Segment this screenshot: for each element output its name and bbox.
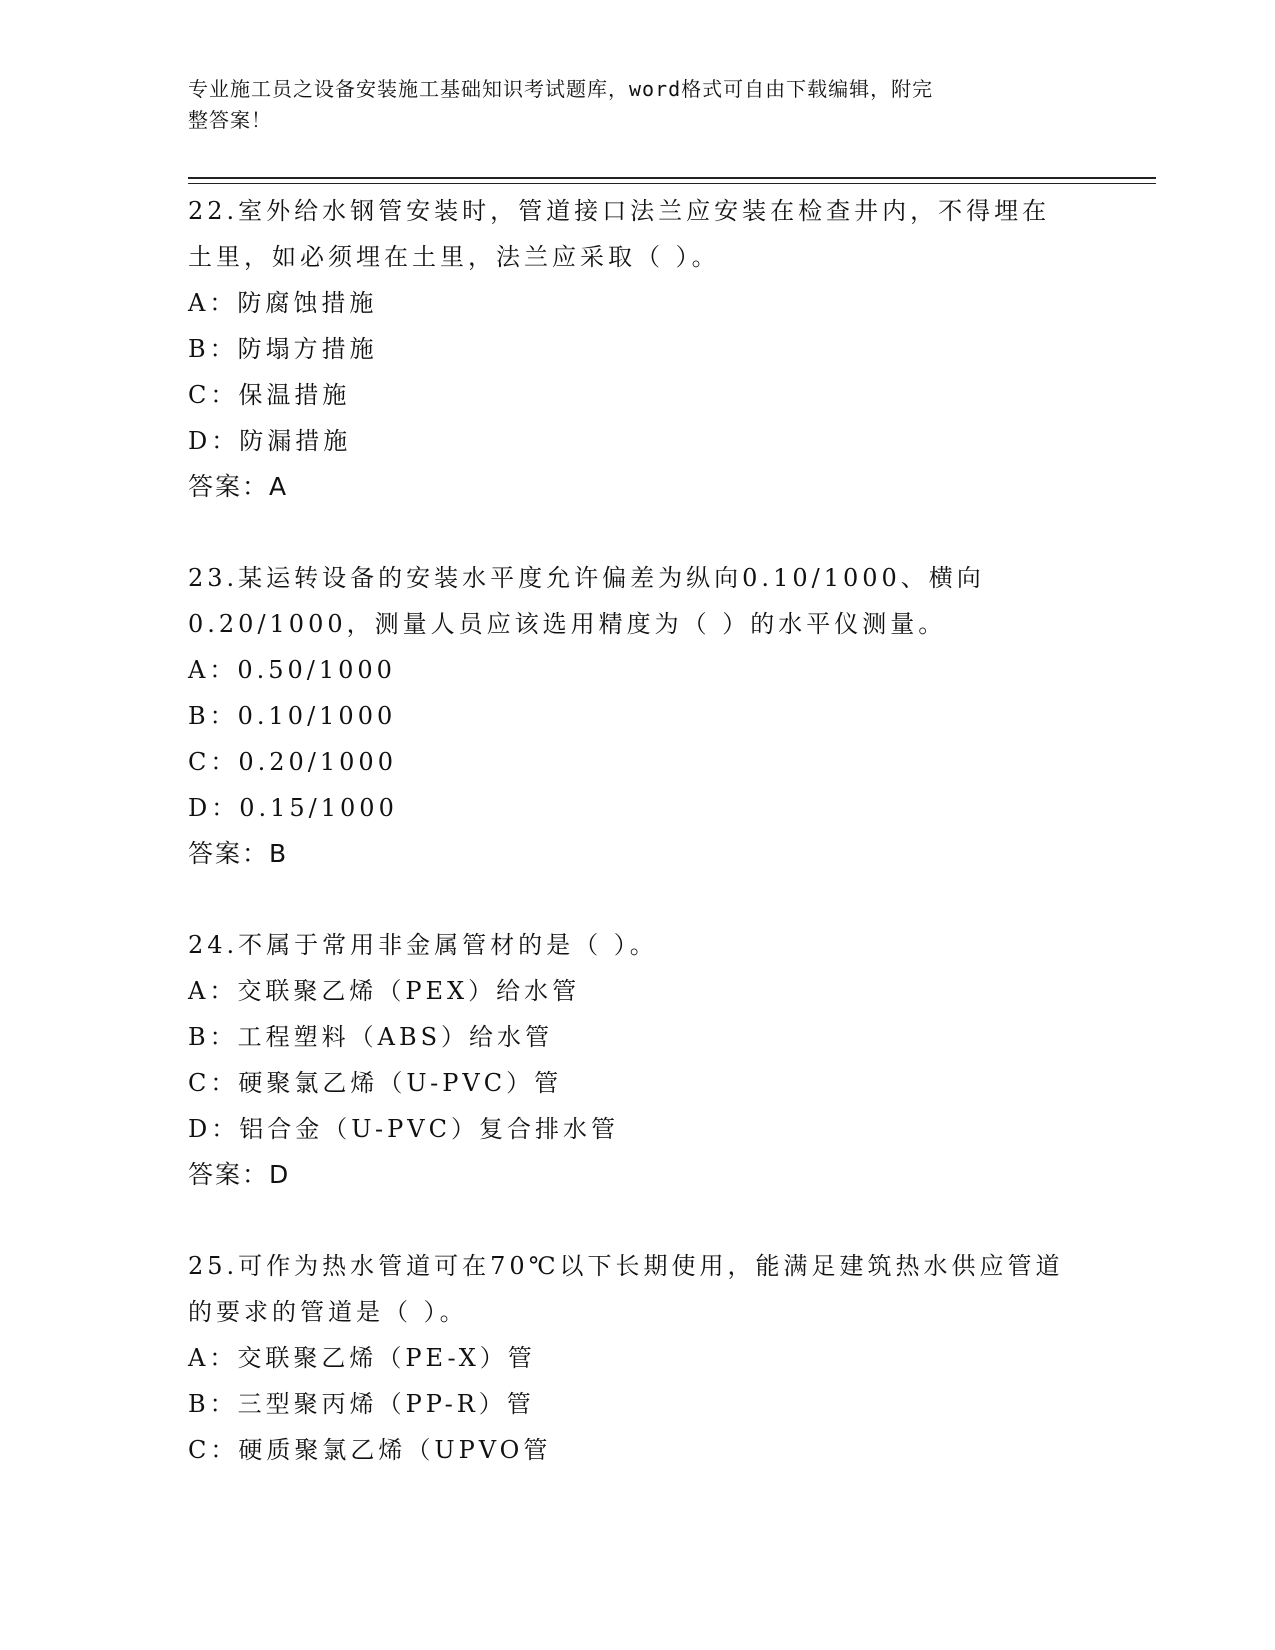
header-line-1: 专业施工员之设备安装施工基础知识考试题库，word格式可自由下载编辑，附完 xyxy=(188,77,934,101)
option-d: D：0.15/1000 xyxy=(188,794,398,822)
question-stem-line: 22.室外给水钢管安装时，管道接口法兰应安装在检查井内，不得埋在 xyxy=(188,197,1051,225)
answer-line: 答案：A xyxy=(188,472,289,501)
option-b: B：三型聚丙烯（PP-R）管 xyxy=(188,1390,535,1418)
option-a: A：交联聚乙烯（PEX）给水管 xyxy=(188,977,581,1005)
question-stem-line: 23.某运转设备的安装水平度允许偏差为纵向0.10/1000、横向 xyxy=(188,564,985,592)
question-23 xyxy=(188,555,1088,877)
option-c: C：保温措施 xyxy=(188,381,351,409)
option-a: A：0.50/1000 xyxy=(188,656,396,684)
option-d: D：铝合金（U-PVC）复合排水管 xyxy=(188,1115,619,1143)
question-stem-line: 的要求的管道是（ ）。 xyxy=(188,1298,468,1326)
question-stem-line: 土里，如必须埋在土里，法兰应采取（ ）。 xyxy=(188,243,720,271)
option-b: B：工程塑料（ABS）给水管 xyxy=(188,1023,554,1051)
question-22 xyxy=(188,188,1088,510)
question-24 xyxy=(188,922,1088,1198)
header-divider xyxy=(188,177,1156,179)
option-a: A：交联聚乙烯（PE-X）管 xyxy=(188,1344,536,1372)
option-c: C：0.20/1000 xyxy=(188,748,397,776)
option-a: A：防腐蚀措施 xyxy=(188,289,378,317)
option-b: B：防塌方措施 xyxy=(188,335,378,363)
option-c: C：硬聚氯乙烯（U-PVC）管 xyxy=(188,1069,563,1097)
answer-line: 答案：B xyxy=(188,839,289,868)
option-b: B：0.10/1000 xyxy=(188,702,397,730)
question-stem-line: 24.不属于常用非金属管材的是（ ）。 xyxy=(188,931,658,959)
question-stem-line: 0.20/1000，测量人员应该选用精度为（ ）的水平仪测量。 xyxy=(188,610,947,638)
header-divider-thin xyxy=(188,183,1156,184)
document-header xyxy=(188,74,1068,136)
question-25 xyxy=(188,1243,1088,1473)
header-line-2: 整答案！ xyxy=(188,108,272,132)
option-c: C：硬质聚氯乙烯（UPVO管 xyxy=(188,1436,552,1464)
question-list xyxy=(188,188,1088,1518)
question-stem-line: 25.可作为热水管道可在70℃以下长期使用，能满足建筑热水供应管道 xyxy=(188,1252,1064,1280)
option-d: D：防漏措施 xyxy=(188,427,352,455)
answer-line: 答案：D xyxy=(188,1160,291,1189)
